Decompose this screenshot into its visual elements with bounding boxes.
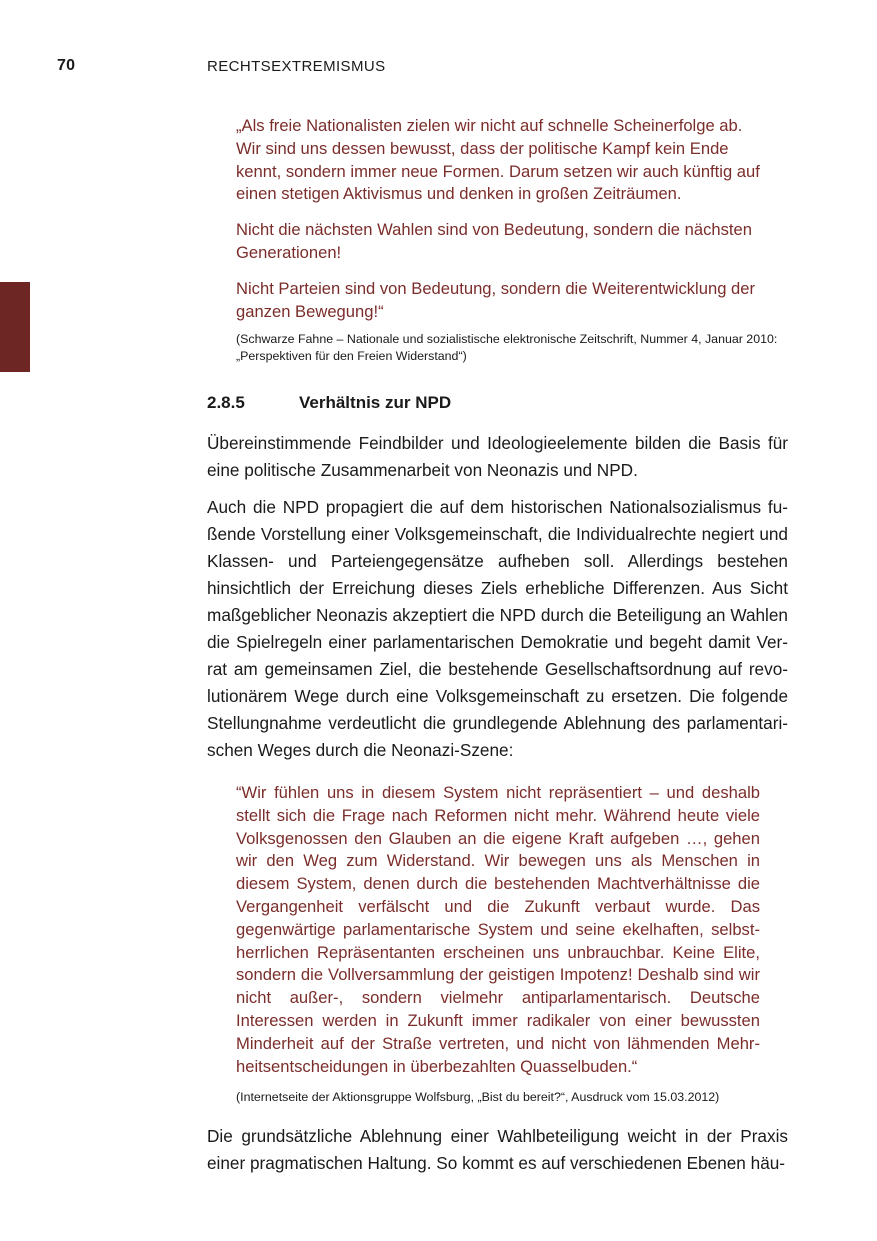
body-paragraph-2 [207,494,788,764]
body-paragraph-3 [207,1123,788,1177]
quote-2-text: “Wir fühlen uns in diesem System nicht repräsentiert – und deshalb stellt sich die Frage nach Reformen nicht mehr. Während heute viele Volksgenossen den Glauben an die eigene Kraft aufgeben …, gehen wir den Weg zum Widerstand. Wir bewegen uns als Menschen in diesem System, denen durch die bestehenden Machtverhältnisse die Vergangenheit verfälscht und die Zukunft verbaut wurde. Das gegenwärtige parlamentarische System und seine ekelhaften, selbstherrlichen Repräsentanten erscheinen uns unbrauchbar. Keine Elite, sondern die Vollversammlung der geistigen Impotenz! Deshalb sind wir nicht außer-, sondern vielmehr antiparlamentarisch. Deutsche Interessen werden in Zukunft immer radikaler von einer bewussten Minderheit auf der Straße vertreten, und nicht von lähmenden Mehrheitsentscheidungen in überbezahlten Quasselbuden.“ [236,783,760,1076]
body-paragraph-2-text: Auch die NPD propagiert die auf dem historischen Nationalsozialismus fußende Vorstellung einer Volksgemeinschaft, die Individualrechte negiert und Klassen- und Parteiengegensätze aufheben soll. Allerdings bestehen hinsichtlich der Erreichung dieses Ziels erhebliche Differenzen. Aus Sicht maßgeblicher Neonazis akzeptiert die NPD durch die Beteiligung an Wahlen die Spielregeln einer parlamentarischen Demokratie und begeht damit Verrat am gemeinsamen Ziel, die bestehende Gesellschaftsordnung auf revolutionärem Wege durch eine Volksgemeinschaft zu ersetzen. Die folgende Stellungnahme verdeutlicht die grundlegende Ablehnung des parlamentarischen Weges durch die Neonazi-Szene: [207,497,788,760]
chapter-side-tab [0,282,30,372]
quote-1-paragraph: Nicht Parteien sind von Bedeutung, sondern die Weiterentwicklung der ganzen Bewegung!“ [236,278,756,321]
running-head: RECHTSEXTREMISMUS [207,58,386,75]
quote-1-paragraph: Nicht die nächsten Wahlen sind von Bedeutung, sondern die nächsten Generationen! [236,220,752,262]
section-heading [207,393,451,413]
quote-block-2 [236,782,760,1078]
body-paragraph-1 [207,430,788,484]
quote-1-citation: (Schwarze Fahne – Nationale und sozialistische elektronische Zeitschrift, Nummer 4, Januar 2010: „Perspektiven für den Freien Widerstand“) [236,332,778,363]
section-title: Verhältnis zur NPD [299,393,452,412]
page-number: 70 [57,57,76,74]
body-paragraph-1-text: Übereinstimmende Feindbilder und Ideologieelemente bilden die Basis für eine politische Zusammenarbeit von Neonazis und NPD. [207,433,788,480]
quote-block-1 [236,115,760,323]
quote-1-paragraph: „Als freie Nationalisten zielen wir nicht auf schnelle Scheinerfolge ab. Wir sind uns dessen bewusst, dass der politische Kampf kein Ende kennt, sondern immer neue Formen. Darum setzen wir auch künftig auf einen stetigen Aktivismus und denken in großen Zeiträumen. [236,116,760,204]
body-paragraph-3-text: Die grundsätzliche Ablehnung einer Wahlbeteiligung weicht in der Praxis einer pragmatischen Haltung. So kommt es auf verschiedenen Ebenen häu- [207,1126,788,1173]
section-number: 2.8.5 [207,393,245,412]
quote-2-citation: (Internetseite der Aktionsgruppe Wolfsburg, „Bist du bereit?“, Ausdruck vom 15.03.2012) [236,1090,720,1104]
